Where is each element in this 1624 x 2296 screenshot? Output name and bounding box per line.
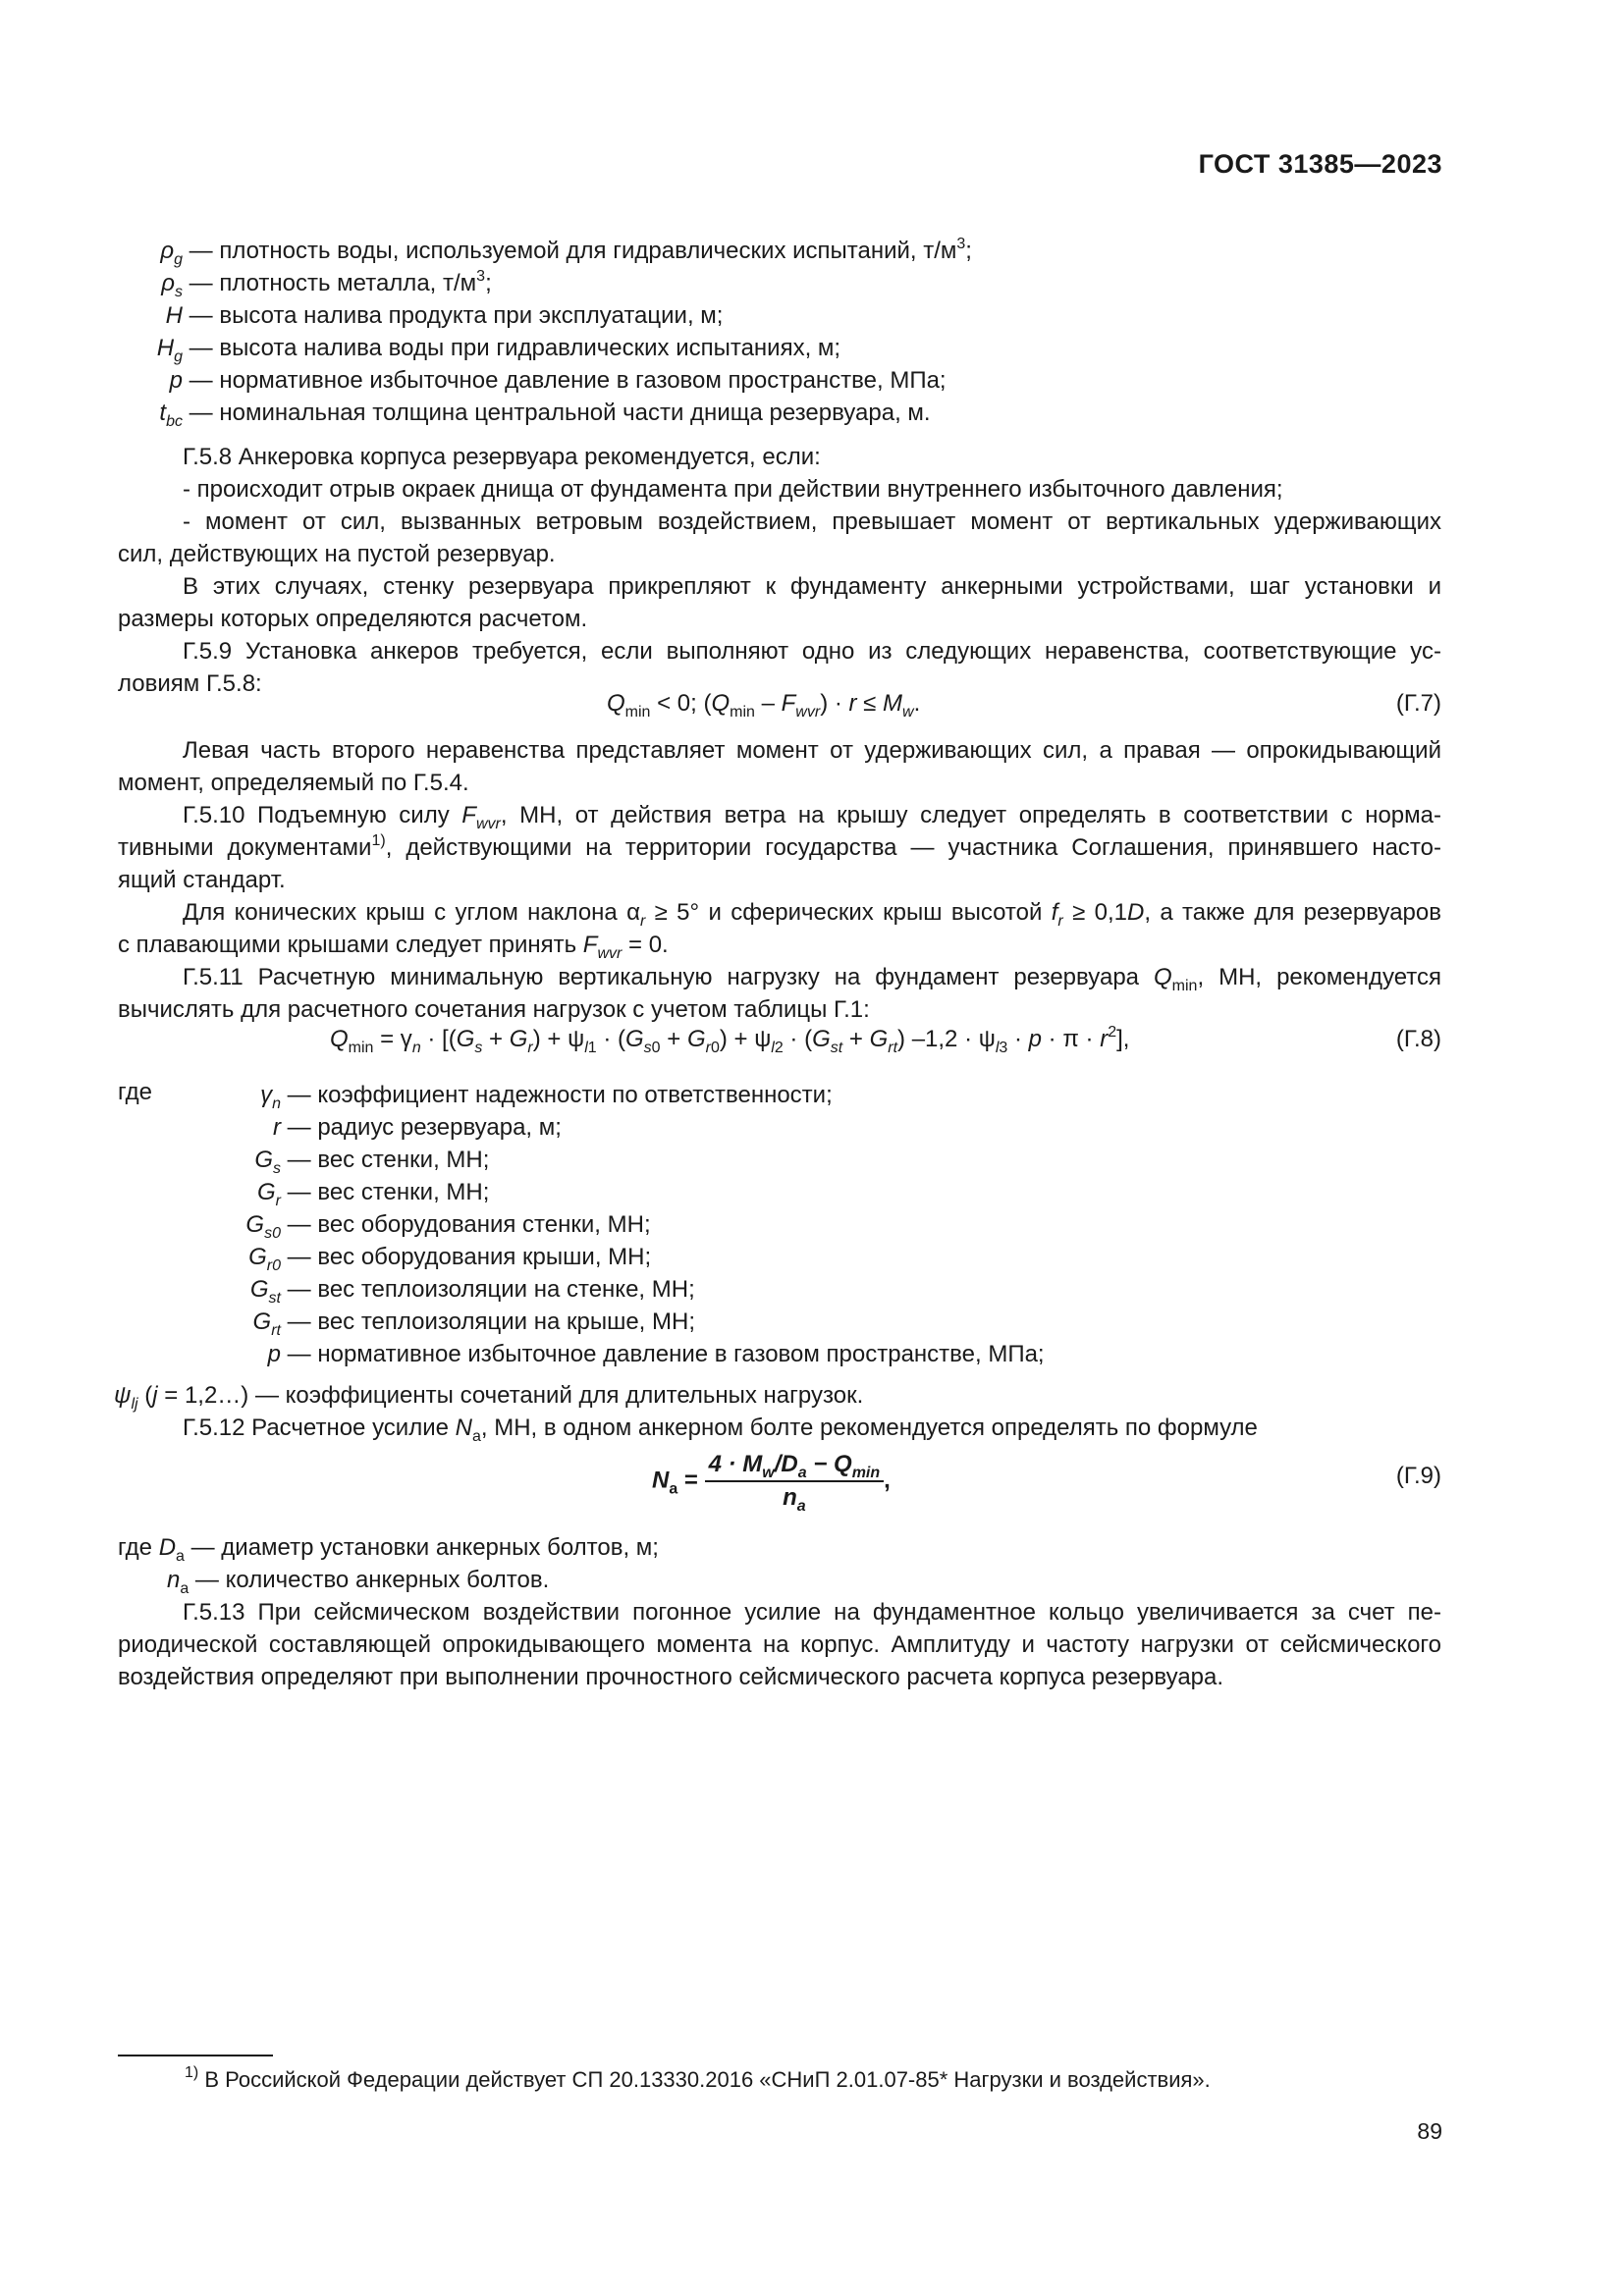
- definition-text: — вес теплоизоляции на крыше, МН;: [281, 1308, 696, 1335]
- equation-g9: $N_a$ = $\frac{4 \cdot M_w/D_a - Q_{min}}{n_a}$ ,: [652, 1451, 891, 1515]
- definition-text: — коэффициент надежности по ответственности;: [281, 1082, 833, 1108]
- definition-symbol: $G_s$: [254, 1147, 281, 1177]
- paragraph-conic-line1: Для конических крыш с углом наклона $\alpha_r \ge 5^\circ$ и сферических крыш высотой $f_r \ge 0,1D$, а также для резервуаров: [183, 899, 1442, 930]
- equation-g7-number: (Г.7): [1395, 690, 1441, 717]
- definition-text: — вес теплоизоляции на стенке, МН;: [281, 1276, 695, 1303]
- equation-g8: $Q_{min} = \gamma_n \cdot [(G_s + G_r) + \psi_{l1} \cdot (G_{s0} + G_{r0}) + \psi_{l2} \cdot (G_{st} + G_{rt}) -1,2 \cdot \psi_{l3} \cdot p \cdot \pi \cdot r^2]$,: [330, 1024, 1130, 1056]
- paragraph-g510-line2: тивными документами$^{1)}$, действующими на территории государства — участника Соглашения, принявшего насто-: [118, 832, 1441, 861]
- definition-row: [0, 1176, 489, 1208]
- definition-symbol: $G_{rt}$: [252, 1308, 281, 1339]
- equation-g7: $Q_{min} < 0$; $(Q_{min} - F_{wvr}) \cdot r \le M_w$.: [607, 690, 921, 721]
- definition-row: $\rho_g$ — плотность воды, используемой для гидравлических испытаний, $т/м^3$;: [0, 235, 972, 267]
- definition-row: [0, 332, 840, 364]
- paragraph-g58: Г.5.8 Анкеровка корпуса резервуара рекомендуется, если:: [183, 444, 821, 470]
- definition-text: — нормативное избыточное давление в газовом пространстве, МПа;: [281, 1341, 1045, 1367]
- page-number: 89: [1417, 2118, 1442, 2144]
- definition-text: — нормативное избыточное давление в газовом пространстве, МПа;: [183, 367, 947, 394]
- paragraph-g511-line1: Г.5.11 Расчетную минимальную вертикальную нагрузку на фундамент резервуара $Q_{min}$, МН, рекомендуется: [183, 964, 1441, 994]
- definition-symbol: $\rho_g$: [160, 238, 183, 268]
- paragraph-g58-item2-line2: сил, действующих на пустой резервуар.: [118, 541, 556, 567]
- definition-symbol: $G_{s0}$: [245, 1211, 281, 1242]
- paragraph-g59-line2: ловиям Г.5.8:: [118, 670, 262, 697]
- definition-row: [0, 1208, 651, 1241]
- definition-row: [0, 1273, 695, 1306]
- definition-symbol: p: [169, 367, 183, 394]
- document-header: ГОСТ 31385—2023: [1198, 149, 1442, 179]
- definition-row: [0, 397, 931, 429]
- definition-text: — плотность воды, используемой для гидравлических испытаний, т/м: [183, 238, 957, 264]
- definition-text: — радиус резервуара, м;: [281, 1114, 562, 1141]
- paragraph-g58-item1: - происходит отрыв окраек днища от фундамента при действии внутреннего избыточного давления;: [183, 476, 1283, 503]
- footnote: $^{1)}$ В Российской Федерации действует СП 20.13330.2016 «СНиП 2.01.07-85* Нагрузки и воздействия».: [185, 2064, 1211, 2092]
- definition-symbol: r: [273, 1114, 281, 1141]
- definition-row: [0, 299, 723, 332]
- definition-row: [0, 1241, 651, 1273]
- definition-symbol: $G_{r0}$: [248, 1244, 281, 1274]
- paragraph-g513-line3: воздействия определяют при выполнении прочностного сейсмического расчета корпуса резервуара.: [118, 1664, 1224, 1690]
- paragraph-g513-line2: риодической составляющей опрокидывающего момента на корпус. Амплитуду и частоту нагрузки от сейсмического: [118, 1631, 1441, 1658]
- paragraph-cases-line1: В этих случаях, стенку резервуара прикрепляют к фундаменту анкерными устройствами, шаг установки и: [183, 573, 1441, 600]
- paragraph-g59-line1: Г.5.9 Установка анкеров требуется, если выполняют одно из следующих неравенства, соответствующие ус-: [183, 638, 1441, 665]
- psi-definition: $\psi_{lj}$ (j = 1,2…) — коэффициенты сочетаний для длительных нагрузок.: [114, 1382, 864, 1413]
- definition-text: — вес оборудования крыши, МН;: [281, 1244, 652, 1270]
- definition-na: $n_a$ — количество анкерных болтов.: [167, 1567, 550, 1597]
- definition-text: — вес стенки, МН;: [281, 1147, 490, 1173]
- definition-row: [0, 1338, 1045, 1370]
- paragraph-g511-line2: вычислять для расчетного сочетания нагрузок с учетом таблицы Г.1:: [118, 996, 870, 1023]
- paragraph-g513-line1: Г.5.13 При сейсмическом воздействии погонное усилие на фундаментное кольцо увеличивается за счет пе-: [183, 1599, 1441, 1626]
- definition-text: — вес оборудования стенки, МН;: [281, 1211, 651, 1238]
- paragraph-conic-line2: с плавающими крышами следует принять $F_{wvr} = 0$.: [118, 932, 669, 962]
- equation-g8-number: (Г.8): [1395, 1026, 1441, 1052]
- definition-text: — высота налива продукта при эксплуатации, м;: [183, 302, 724, 329]
- definition-symbol: $H_g$: [156, 335, 183, 365]
- definition-row: [0, 1306, 695, 1338]
- definition-row: [0, 1144, 489, 1176]
- definition-da: где $D_a$ — диаметр установки анкерных болтов, м;: [118, 1534, 659, 1565]
- definition-row: [0, 364, 947, 397]
- paragraph-g58-item2-line1: - момент от сил, вызванных ветровым воздействием, превышает момент от вертикальных удерживающих: [183, 508, 1441, 535]
- paragraph-g510-line1: Г.5.10 Подъемную силу $F_{wvr}$, МН, от действия ветра на крышу следует определять в соответствии с норма-: [183, 802, 1441, 832]
- equation-g9-number: (Г.9): [1395, 1463, 1441, 1489]
- definition-row: $\rho_s$ — плотность металла, $т/м^3$;: [0, 267, 492, 299]
- definition-text: — плотность металла, т/м: [183, 270, 477, 296]
- definition-symbol: $\rho_s$: [161, 270, 183, 300]
- definition-text: — номинальная толщина центральной части днища резервуара, м.: [183, 400, 931, 426]
- definition-symbol: $G_r$: [257, 1179, 281, 1209]
- paragraph-g512: Г.5.12 Расчетное усилие $N_a$, МН, в одном анкерном болте рекомендуется определять по формуле: [183, 1415, 1258, 1445]
- definition-symbol: p: [267, 1341, 281, 1367]
- paragraph-g510-line3: ящий стандарт.: [118, 867, 286, 893]
- paragraph-cases-line2: размеры которых определяются расчетом.: [118, 606, 588, 632]
- definition-text: — высота налива воды при гидравлических испытаниях, м;: [183, 335, 841, 361]
- definition-symbol: H: [165, 302, 183, 329]
- where-label: где: [118, 1079, 153, 1105]
- footnote-separator: [118, 2055, 273, 2056]
- definition-row: [0, 1111, 562, 1144]
- definition-symbol: $G_{st}$: [249, 1276, 281, 1307]
- definition-symbol: $t_{bc}$: [159, 400, 183, 430]
- paragraph-left-line2: момент, определяемый по Г.5.4.: [118, 770, 469, 796]
- definition-text: — вес стенки, МН;: [281, 1179, 490, 1205]
- definition-symbol: $\gamma_n$: [260, 1082, 281, 1112]
- paragraph-left-line1: Левая часть второго неравенства представляет момент от удерживающих сил, а правая — опрокидывающий: [183, 737, 1441, 764]
- definition-row: [0, 1079, 833, 1111]
